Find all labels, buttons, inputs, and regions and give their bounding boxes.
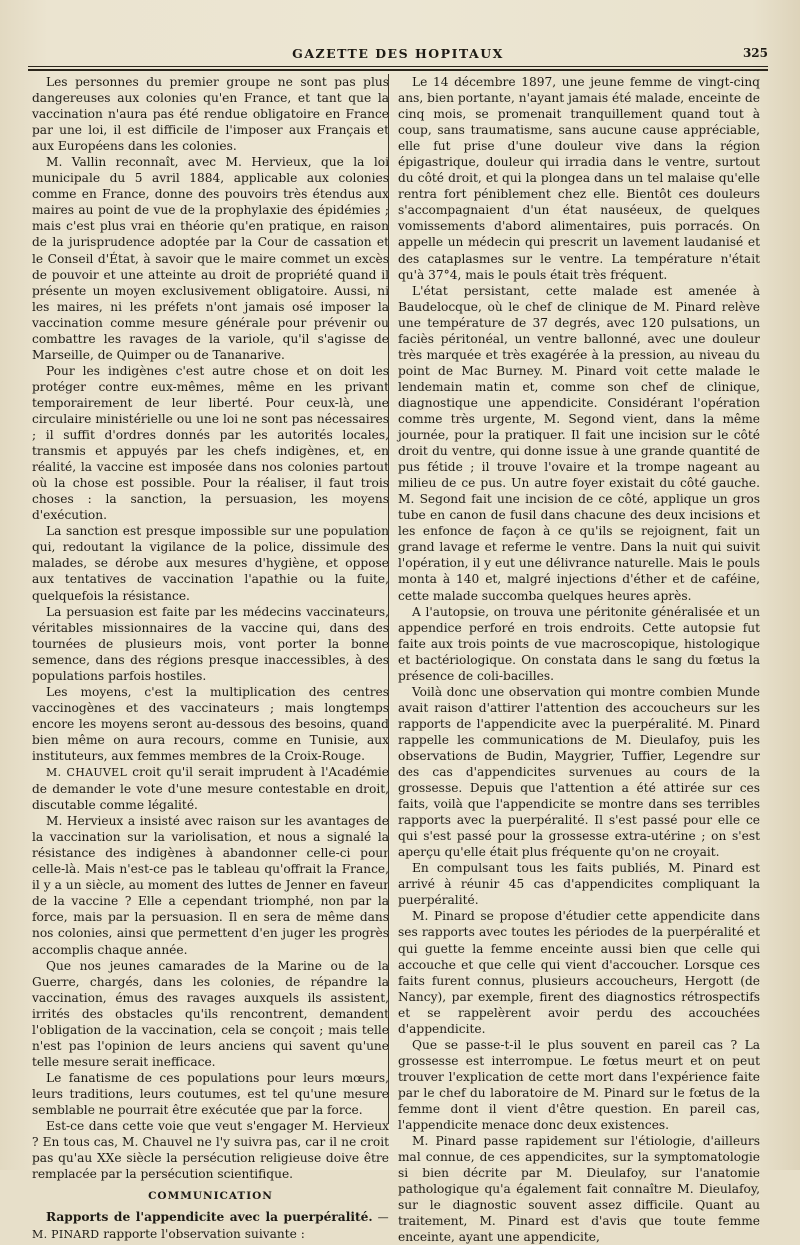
paragraph: La persuasion est faite par les médecins vaccinateurs, véritables missionnaires de la vaccine qui, dans des tournées de plusieurs mois, vont porter la bonne semence, dans des régions presque inaccessibles, à des populations parfois hostiles.: [32, 604, 389, 683]
header-rule-thin: [28, 66, 768, 67]
paragraph-chauvel: [32, 764, 389, 813]
paragraph: La sanction est presque impossible sur une population qui, redoutant la vigilance de la police, dissimule des malades, se dérobe aux mesures d'hygiène, et oppose aux tentatives de vaccination l'apathie ou la fuite, quelquefois la résistance.: [32, 524, 389, 603]
paragraph: Est-ce dans cette voie que veut s'engager M. Hervieux ? En tous cas, M. Chauvel ne l'y suivra pas, car il ne croit pas qu'au XXe siècle la persécution religieuse doive être remplacée par la persécution scientifique.: [32, 1119, 389, 1182]
paragraph: M. Vallin reconnaît, avec M. Hervieux, que la loi municipale du 5 avril 1884, applicable aux colonies comme en France, donne des pouvoirs très étendus aux maires au point de vue de la prophylaxie des épidémies ; mais c'est plus vrai en théorie qu'en pratique, en raison de la jurisprudence adoptée par la Cour de cassation et le Conseil d'État, à savoir que le maire commet un excès de pouvoir et une atteinte au droit de propriété quand il présente un moyen exclusivement obligatoire. Aussi, ni les maires, ni les préfets n'ont jamais osé imposer la vaccination comme mesure générale pour prévenir ou combattre les ravages de la variole, qu'il s'agisse de Marseille, de Quimper ou de Tananarive.: [32, 155, 389, 362]
paragraph: Le 14 décembre 1897, une jeune femme de vingt-cinq ans, bien portante, n'ayant jamais été malade, enceinte de cinq mois, se promenait tranquillement quand tout à coup, sans traumatisme, sans aucune cause appréciable, elle fut prise d'une douleur vive dans la région épigastrique, douleur qui irradia dans le ventre, surtout du côté droit, et qui la plongea dans un tel malaise qu'elle rentra fort péniblement chez elle. Bientôt ces douleurs s'accompagnaient d'un état nauséeux, de quelques vomissements d'abord alimentaires, puis porracés. On appelle un médecin qui prescrit un lavement laudanisé et des cataplasmes sur le ventre. La température n'était qu'à 37°4, mais le pouls était très fréquent.: [398, 75, 760, 282]
paragraph: Que nos jeunes camarades de la Marine ou de la Guerre, chargés, dans les colonies, de répandre la vaccination, émus des ravages auxquels ils assistent, irrités des obstacles qu'ils rencontrent, demandent l'obligation de la vaccination, cela se conçoit ; mais telle n'est pas l'opinion de leurs anciens qui savent qu'une telle mesure serait inefficace.: [32, 958, 389, 1069]
paragraph: Les moyens, c'est la multiplication des centres vaccinogènes et des vaccinateurs ; mais longtemps encore les moyens seront au-dessous des besoins, quand bien même on aura recours, comme en Tunisie, aux instituteurs, aux femmes membres de la Croix-Rouge.: [32, 684, 389, 763]
paragraph: L'état persistant, cette malade est amenée à Baudelocque, où le chef de clinique de M. Pinard relève une température de 37 degrés, avec 120 pulsations, un faciès péritonéal, un ventre ballonné, avec une douleur très marquée et très exagérée à la pression, au niveau du point de Mac Burney. M. Pinard voit cette malade le lendemain matin et, comme son chef de clinique, diagnostique une appendicite. Considérant l'opération comme très urgente, M. Segond vient, dans la même journée, pour la pratiquer. Il fait une incision sur le côté droit du ventre, qui donne issue à une grande quantité de pus fétide ; il trouve l'ovaire et la trompe nageant au milieu de ce pus. Un autre foyer existait du côté gauche. M. Segond fait une incision de ce côté, applique un gros tube en canon de fusil dans chacune des deux incisions et les enfonce de façon à ce qu'ils se rejoignent, fait un grand lavage et referme le ventre. Dans la nuit qui suivit l'opération, il y eut une délivrance naturelle. Mais le pouls monta à 140 et, malgré injections d'éther et de caféine, cette malade succomba quelques heures après.: [398, 283, 760, 603]
paragraph-text: croit qu'il serait imprudent à l'Académie de demander le vote d'une mesure contestable en droit, discutable comme légalité.: [32, 765, 389, 813]
paragraph: M. Hervieux a insisté avec raison sur les avantages de la vaccination sur la variolisation, et nous a signalé la résistance des indigènes à abandonner celle-ci pour celle-là. Mais n'est-ce pas le tableau qu'offrait la France, il y a un siècle, au moment des luttes de Jenner en faveur de la vaccine ? Elle a cependant triomphé, non par la force, mais par la persuasion. Il en sera de même dans nos colonies, ainsi que permettent d'en juger les progrès accomplis chaque année.: [32, 814, 389, 957]
page-header: [28, 40, 768, 66]
header-rule-thick: [28, 69, 768, 71]
paragraph: Pour les indigènes c'est autre chose et on doit les protéger contre eux-mêmes, même en les privant temporairement de leur liberté. Pour ceux-là, une circulaire ministérielle ou une loi ne sont pas nécessaires ; il suffit d'ordres donnés par les autorités locales, transmis et appuyés par les chefs indigènes, et, en réalité, la vaccine est imposée dans nos colonies partout où la chose est possible. Pour la réaliser, il faut trois choses : la sanction, la persuasion, les moyens d'exécution.: [32, 363, 389, 523]
communication-author: — M. PINARD: [32, 1211, 389, 1242]
paragraph: Le fanatisme de ces populations pour leurs mœurs, leurs traditions, leurs coutumes, est tel qu'une mesure semblable ne pourrait être exécutée que par la force.: [32, 1070, 389, 1117]
section-title: COMMUNICATION: [148, 1190, 273, 1203]
paragraph: M. Pinard passe rapidement sur l'étiologie, d'ailleurs mal connue, de ces appendicites, sur la symptomatologie si bien décrite par M. Dieulafoy, sur l'anatomie pathologique qu'a également fait connaître M. Dieulafoy, sur le diagnostic souvent assez difficile. Quant au traitement, M. Pinard est d'avis que toute femme enceinte, ayant une appendicite,: [398, 1134, 760, 1245]
running-title: GAZETTE DES HOPITAUX: [292, 46, 504, 61]
left-column: [32, 74, 389, 1243]
communication-intro: [32, 1209, 389, 1243]
paragraph: En compulsant tous les faits publiés, M. Pinard est arrivé à réunir 45 cas d'appendicites compliquant la puerpéralité.: [398, 861, 760, 908]
paragraph: Que se passe-t-il le plus souvent en pareil cas ? La grossesse est interrompue. Le fœtus meurt et on peut trouver l'explication de cette mort dans l'expérience faite par le chef du laboratoire de M. Pinard sur le fœtus de la femme dont il vient d'être question. En pareil cas, l'appendicite menace donc deux existences.: [398, 1037, 760, 1133]
paragraph: Les personnes du premier groupe ne sont pas plus dangereuses aux colonies qu'en France, et tant que la vaccination n'aura pas été rendue obligatoire en France par une loi, il est difficile de l'imposer aux Français et aux Européens dans les colonies.: [32, 75, 389, 154]
paragraph: Voilà donc une observation qui montre combien Munde avait raison d'attirer l'attention des accoucheurs sur les rapports de l'appendicite avec la puerpéralité. M. Pinard rappelle les communications de M. Dieulafoy, puis les observations de Budin, Maygrier, Tuffier, Legendre sur des cas d'appendicites survenues au cours de la grossesse. Depuis que l'attention a été attirée sur ces faits, voilà que l'appendicite se montre dans ses terribles rapports avec la puerpéralité. Il s'est passé pour elle ce qui s'est passé pour la grossesse extra-utérine ; on s'est aperçu qu'elle était plus fréquente qu'on ne croyait.: [398, 684, 760, 860]
speaker-name: M. CHAUVEL: [46, 766, 128, 780]
column-divider: [388, 74, 389, 1124]
communication-title: Rapports de l'appendicite avec la puerpéralité.: [46, 1210, 373, 1225]
communication-text: rapporte l'observation suivante :: [99, 1227, 305, 1242]
right-column: [398, 74, 760, 1245]
page-number: 325: [742, 46, 768, 60]
paragraph: A l'autopsie, on trouva une péritonite généralisée et un appendice perforé en trois endroits. Cette autopsie fut faite aux trois points de vue macroscopique, histologique et bactériologique. On constata dans le sang du fœtus la présence de coli-bacilles.: [398, 604, 760, 683]
paragraph: M. Pinard se propose d'étudier cette appendicite dans ses rapports avec toutes les périodes de la puerpéralité et qui guette la femme enceinte aussi bien que celle qui accouche et que celle qui vient d'accoucher. Lorsque ces faits furent connus, plusieurs accoucheurs, Hergott (de Nancy), par exemple, firent des diagnostics rétrospectifs et se rappelèrent avoir perdu des accouchées d'appendicite.: [398, 909, 760, 1036]
